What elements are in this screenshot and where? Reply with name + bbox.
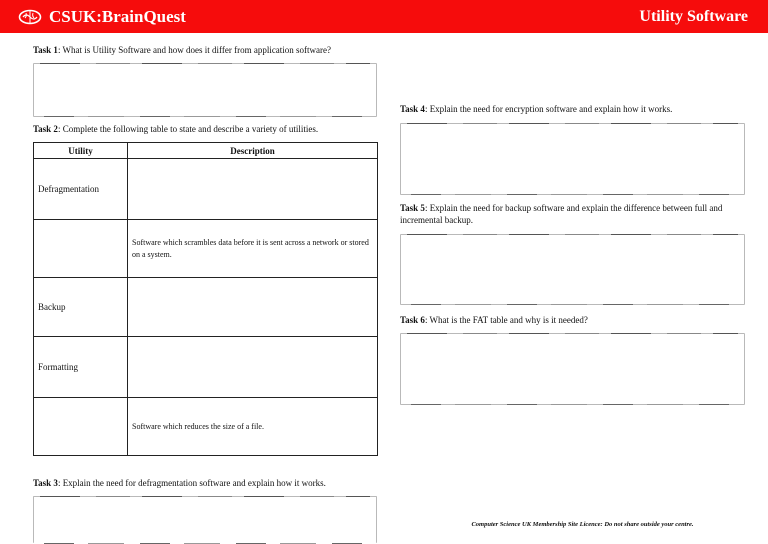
description-cell[interactable]: Software which reduces the size of a file.	[128, 398, 378, 456]
task-3-label: Task 3	[33, 478, 58, 488]
document-title: Utility Software	[639, 7, 748, 25]
utility-column-header: Utility	[34, 143, 128, 159]
table-row	[34, 398, 378, 456]
table-row	[34, 220, 378, 278]
task-1-answer-box[interactable]	[33, 63, 377, 117]
utility-cell[interactable]	[34, 220, 128, 278]
utility-cell[interactable]: Formatting	[34, 337, 128, 398]
task-4-answer-box[interactable]	[400, 123, 745, 195]
task-4-prompt	[400, 103, 750, 115]
task-4-label: Task 4	[400, 104, 425, 114]
task-3-prompt	[33, 477, 383, 489]
brand-name: CSUK:BrainQuest	[49, 6, 186, 26]
task-6-answer-box[interactable]	[400, 333, 745, 405]
utility-cell[interactable]: Backup	[34, 278, 128, 337]
description-cell[interactable]	[128, 337, 378, 398]
utility-table	[33, 142, 378, 456]
task-2-label: Task 2	[33, 124, 58, 134]
task-3-answer-box[interactable]	[33, 496, 377, 543]
task-6-prompt	[400, 314, 750, 326]
description-column-header: Description	[128, 143, 378, 159]
table-row	[34, 159, 378, 220]
task-2-text: : Complete the following table to state and describe a variety of utilities.	[57, 124, 319, 134]
utility-cell[interactable]	[34, 398, 128, 456]
brand	[18, 7, 186, 27]
licence-footer: Computer Science UK Membership Site Licence: Do not share outside your centre.	[471, 521, 694, 528]
task-3-text: : Explain the need for defragmentation software and explain how it works.	[57, 478, 326, 488]
task-1-prompt	[33, 44, 383, 56]
description-cell[interactable]	[128, 278, 378, 337]
task-5-text: : Explain the need for backup software and explain the difference between full and incremental backup.	[400, 203, 723, 225]
task-1-text: : What is Utility Software and how does it differ from application software?	[57, 45, 332, 55]
task-5-answer-box[interactable]	[400, 234, 745, 305]
task-1-label: Task 1	[33, 45, 58, 55]
table-header-row	[34, 143, 378, 159]
task-5-label: Task 5	[400, 203, 425, 213]
task-6-label: Task 6	[400, 315, 425, 325]
task-6-text: : What is the FAT table and why is it needed?	[424, 315, 588, 325]
page-header	[0, 0, 768, 33]
task-2-prompt	[33, 123, 383, 135]
table-row	[34, 337, 378, 398]
description-cell[interactable]: Software which scrambles data before it is sent across a network or stored on a system.	[128, 220, 378, 278]
utility-cell[interactable]: Defragmentation	[34, 159, 128, 220]
table-row	[34, 278, 378, 337]
description-cell[interactable]	[128, 159, 378, 220]
brain-logo-icon	[18, 9, 42, 25]
task-4-text: : Explain the need for encryption software and explain how it works.	[424, 104, 673, 114]
task-5-prompt	[400, 202, 745, 226]
